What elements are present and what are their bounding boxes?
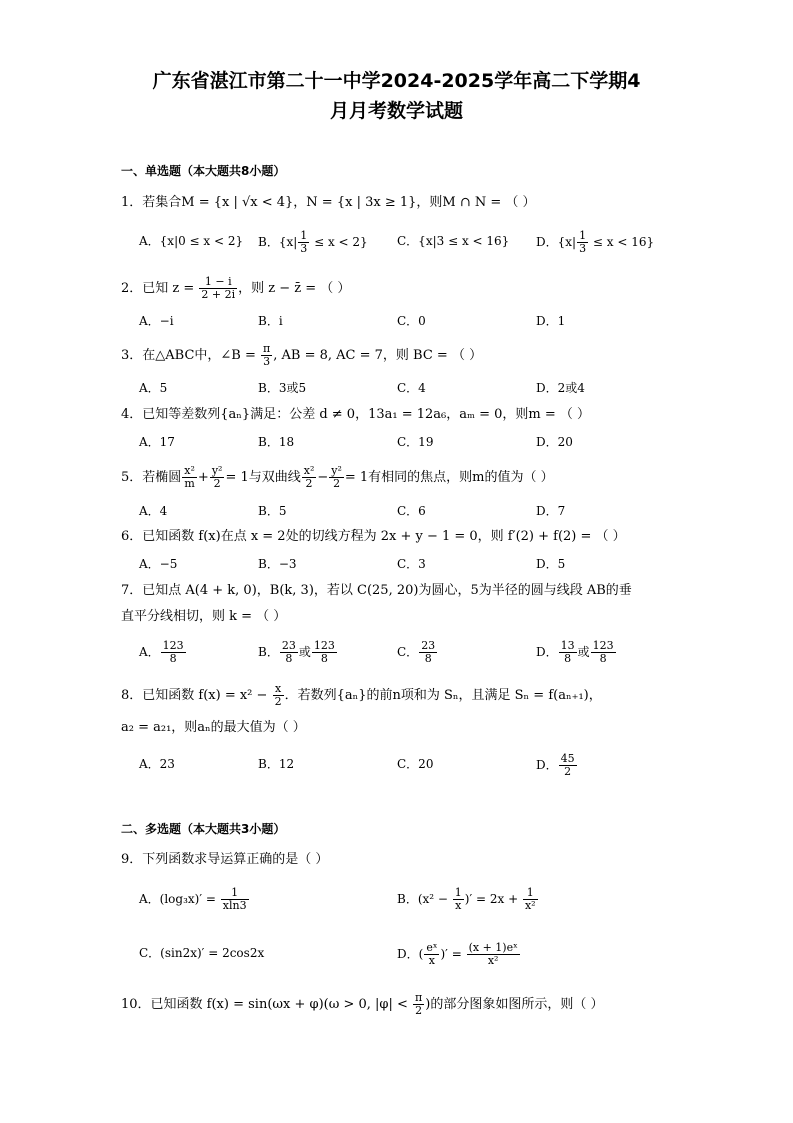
option-d[interactable]: D．20 bbox=[536, 435, 573, 449]
exam-title-line-1: 广东省湛江市第二十一中学2024-2025学年高二下学期4 bbox=[152, 70, 641, 92]
fraction: $\frac{1}{\text{x²}}$ bbox=[524, 886, 536, 912]
question-6-stem: 6．已知函数 f(x)在点 x = 2处的切线方程为 2x + y − 1 = 0，则 f′(2) + f(2) = （ ） bbox=[121, 529, 626, 544]
section-heading-multiple-choice: 二、多选题（本大题共3小题） bbox=[121, 822, 286, 836]
option-d[interactable]: D． $\frac{45}{2}$ bbox=[536, 752, 575, 778]
option-a[interactable]: A．(log₃x)′ = $\frac{1}{xln3}$ bbox=[139, 886, 247, 912]
question-7-stem-line-2: 直平分线相切，则 k = （ ） bbox=[121, 609, 287, 624]
fraction: $\frac{\text{x²}}{m}$ bbox=[184, 464, 195, 490]
question-2-options bbox=[139, 310, 699, 332]
fraction: $\frac{45}{2}$ bbox=[560, 752, 575, 778]
question-9-stem: 9．下列函数求导运算正确的是（ ） bbox=[121, 852, 329, 867]
option-b[interactable]: B．5 bbox=[258, 504, 287, 518]
option-b[interactable]: B．{x| $\frac{1}{3}$ ≤ x < 2} bbox=[258, 229, 368, 255]
option-a[interactable]: A．{x|0 ≤ x < 2} bbox=[139, 234, 244, 248]
fraction: $\frac{\text{y²}}{2}$ bbox=[211, 464, 223, 490]
option-c[interactable]: C．{x|3 ≤ x < 16} bbox=[397, 234, 510, 248]
option-b[interactable]: B．(x² − $\frac{1}{x}$ )′ = 2x + $\frac{1}{\text{x²}}$ bbox=[397, 886, 536, 912]
fraction: $\frac{1}{3}$ bbox=[579, 229, 587, 255]
option-c[interactable]: C． $\frac{23}{8}$ bbox=[397, 639, 436, 665]
option-c[interactable]: C．19 bbox=[397, 435, 434, 449]
question-3-options bbox=[139, 377, 699, 399]
option-c[interactable]: C．3 bbox=[397, 557, 426, 571]
fraction: $\frac{123}{8}$ bbox=[592, 639, 614, 665]
option-a[interactable]: A．−i bbox=[139, 314, 174, 328]
option-b[interactable]: B．i bbox=[258, 314, 283, 328]
option-a[interactable]: A．5 bbox=[139, 381, 168, 395]
fraction: $\frac{x}{2}$ bbox=[274, 682, 282, 708]
fraction: $\frac{123}{8}$ bbox=[313, 639, 335, 665]
option-a[interactable]: A．−5 bbox=[139, 557, 178, 571]
question-3-stem: 3．在△ABC中，∠B = $\frac{\pi}{3}$ , AB = 8, AC = 7，则 BC = （ ） bbox=[121, 342, 483, 368]
question-9-options-row-2 bbox=[139, 941, 699, 967]
option-b[interactable]: B．18 bbox=[258, 435, 295, 449]
question-5-options bbox=[139, 500, 699, 522]
question-7-stem-line-1: 7．已知点 A(4 + k, 0)，B(k, 3)，若以 C(25, 20)为圆心，5为半径的圆与线段 AB的垂 bbox=[121, 583, 632, 598]
section-heading-single-choice: 一、单选题（本大题共8小题） bbox=[121, 164, 286, 178]
fraction: $\frac{23}{8}$ bbox=[421, 639, 436, 665]
question-10-stem: 10．已知函数 f(x) = sin(ωx + φ)(ω > 0, |φ| < $\frac{\pi}{2}$ )的部分图象如图所示，则（ ） bbox=[121, 991, 604, 1017]
fraction: $\frac{1}{x}$ bbox=[454, 886, 462, 912]
option-b[interactable]: B．−3 bbox=[258, 557, 297, 571]
fraction: $\frac{\text{y²}}{2}$ bbox=[331, 464, 342, 490]
question-1-options bbox=[139, 229, 699, 255]
question-8-options bbox=[139, 752, 699, 778]
question-7-options bbox=[139, 639, 699, 665]
option-d[interactable]: D．1 bbox=[536, 314, 566, 328]
option-b[interactable]: B． $\frac{23}{8}$ 或 $\frac{123}{8}$ bbox=[258, 639, 335, 665]
fraction: $\frac{23}{8}$ bbox=[281, 639, 296, 665]
option-c[interactable]: C．0 bbox=[397, 314, 426, 328]
fraction: $\frac{1 - i}{2 + 2i}$ bbox=[201, 275, 236, 301]
option-d[interactable]: D．( $\frac{\text{eˣ}}{x}$ )′ = $\frac{\text{(x + 1)eˣ}}{\text{x²}}$ bbox=[397, 941, 518, 967]
option-c[interactable]: C．(sin2x)′ = 2cos2x bbox=[139, 946, 265, 960]
option-a[interactable]: A．23 bbox=[139, 757, 175, 771]
fraction: $\frac{\text{(x + 1)eˣ}}{\text{x²}}$ bbox=[468, 941, 518, 967]
question-6-options bbox=[139, 553, 699, 575]
option-b[interactable]: B．3或5 bbox=[258, 381, 307, 395]
question-5-stem: 5．若椭圆 $\frac{\text{x²}}{m}$ + $\frac{\text{y²}}{2}$ = 1与双曲线 $\frac{\text{x²}}{2}$ − $\frac{\text{y²}}{2}$ = 1有相同的焦点，则m的值为（ ） bbox=[121, 464, 554, 490]
exam-title-line-2: 月月考数学试题 bbox=[329, 100, 463, 122]
fraction: $\frac{\pi}{3}$ bbox=[263, 342, 271, 368]
question-1-stem: 1．若集合M = {x | √x < 4}，N = {x | 3x ≥ 1}，则M ∩ N = （ ） bbox=[121, 195, 536, 210]
question-2-stem: 2．已知 z = $\frac{1 - i}{2 + 2i}$ ，则 z − z̄ = （ ） bbox=[121, 275, 351, 301]
option-a[interactable]: A． $\frac{123}{8}$ bbox=[139, 639, 184, 665]
option-a[interactable]: A．4 bbox=[139, 504, 168, 518]
option-c[interactable]: C．6 bbox=[397, 504, 426, 518]
option-b[interactable]: B．12 bbox=[258, 757, 295, 771]
option-c[interactable]: C．20 bbox=[397, 757, 434, 771]
fraction: $\frac{123}{8}$ bbox=[162, 639, 184, 665]
question-9-options-row-1 bbox=[139, 886, 699, 912]
option-d[interactable]: D．5 bbox=[536, 557, 566, 571]
fraction: $\frac{\pi}{2}$ bbox=[415, 991, 423, 1017]
fraction: $\frac{1}{xln3}$ bbox=[222, 886, 247, 912]
option-d[interactable]: D．2或4 bbox=[536, 381, 585, 395]
option-c[interactable]: C．4 bbox=[397, 381, 426, 395]
option-d[interactable]: D．7 bbox=[536, 504, 566, 518]
fraction: $\frac{1}{3}$ bbox=[300, 229, 308, 255]
fraction: $\frac{\text{x²}}{2}$ bbox=[303, 464, 315, 490]
option-d[interactable]: D． $\frac{13}{8}$ 或 $\frac{123}{8}$ bbox=[536, 639, 614, 665]
question-4-options bbox=[139, 431, 699, 453]
option-a[interactable]: A．17 bbox=[139, 435, 175, 449]
option-d[interactable]: D．{x| $\frac{1}{3}$ ≤ x < 16} bbox=[536, 229, 655, 255]
question-4-stem: 4．已知等差数列{aₙ}满足：公差 d ≠ 0，13a₁ = 12a₆，aₘ = 0，则m = （ ） bbox=[121, 407, 591, 422]
question-8-stem-line-2: a₂ = a₂₁，则aₙ的最大值为（ ） bbox=[121, 720, 306, 735]
fraction: $\frac{13}{8}$ bbox=[560, 639, 575, 665]
fraction: $\frac{\text{eˣ}}{x}$ bbox=[426, 941, 438, 967]
question-8-stem-line-1: 8．已知函数 f(x) = x² − $\frac{x}{2}$ ．若数列{aₙ}的前n项和为 Sₙ，且满足 Sₙ = f(aₙ₊₁)， bbox=[121, 682, 602, 708]
